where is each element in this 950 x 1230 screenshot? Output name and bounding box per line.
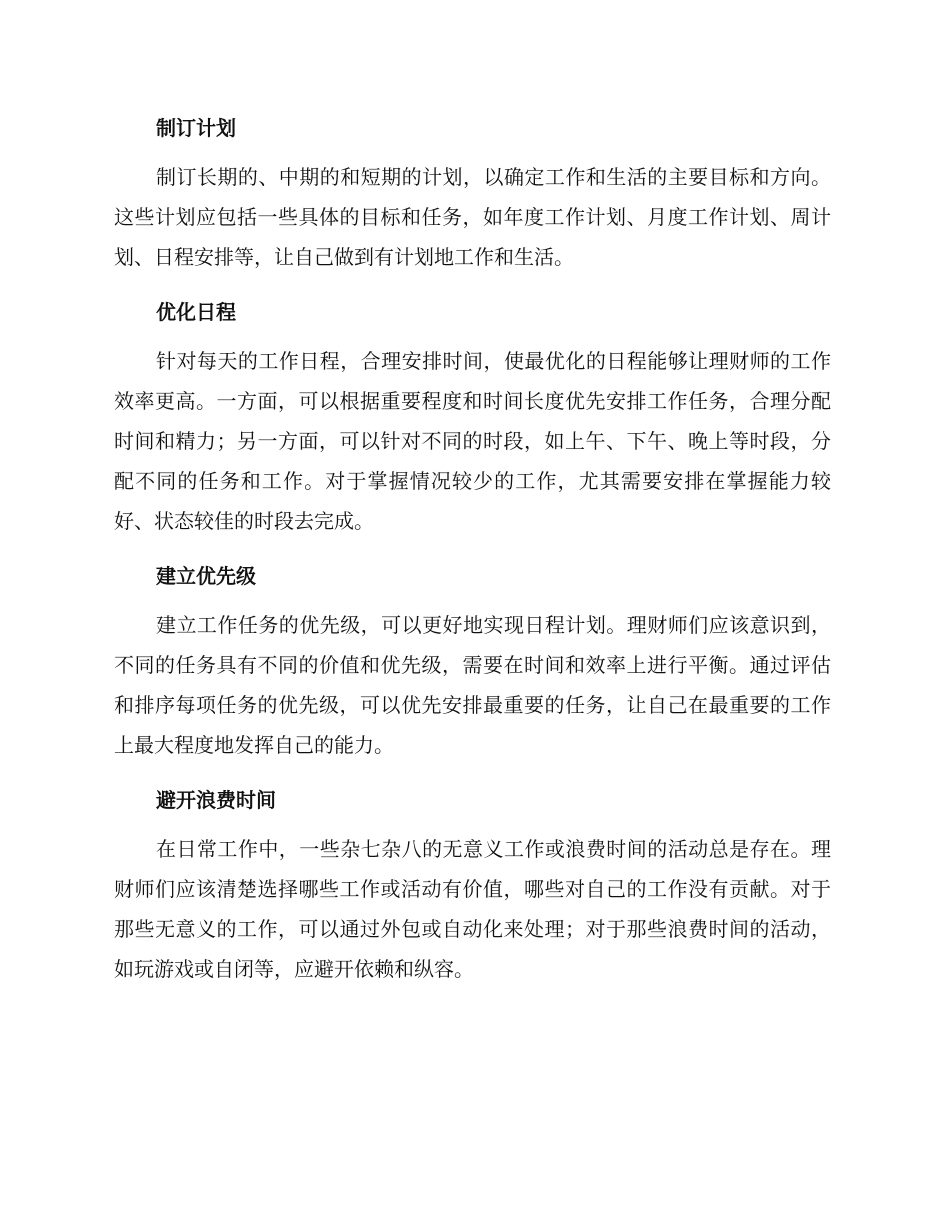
- section-set-priority: [114, 559, 831, 765]
- section-make-plan: [114, 111, 831, 277]
- section-heading: 优化日程: [156, 300, 236, 324]
- section-paragraph: 制订长期的、中期的和短期的计划，以确定工作和生活的主要目标和方向。这些计划应包括一些具体的目标和任务，如年度工作计划、月度工作计划、周计划、日程安排等，让自己做到有计划地工作和生活。: [114, 165, 831, 269]
- section-heading: 避开浪费时间: [156, 788, 276, 812]
- section-heading: 制订计划: [156, 116, 236, 140]
- section-paragraph: 在日常工作中，一些杂七杂八的无意义工作或浪费时间的活动总是存在。理财师们应该清楚选择哪些工作或活动有价值，哪些对自己的工作没有贡献。对于那些无意义的工作，可以通过外包或自动化来处理；对于那些浪费时间的活动，如玩游戏或自闭等，应避开依赖和纵容。: [114, 837, 831, 981]
- section-paragraph: 建立工作任务的优先级，可以更好地实现日程计划。理财师们应该意识到，不同的任务具有不同的价值和优先级，需要在时间和效率上进行平衡。通过评估和排序每项任务的优先级，可以优先安排最重要的任务，让自己在最重要的工作上最大程度地发挥自己的能力。: [114, 613, 831, 757]
- section-heading: 建立优先级: [156, 564, 256, 588]
- section-paragraph: 针对每天的工作日程，合理安排时间，使最优化的日程能够让理财师的工作效率更高。一方面，可以根据重要程度和时间长度优先安排工作任务，合理分配时间和精力；另一方面，可以针对不同的时段，如上午、下午、晚上等时段，分配不同的任务和工作。对于掌握情况较少的工作，尤其需要安排在掌握能力较好、状态较佳的时段去完成。: [114, 349, 831, 533]
- section-optimize-schedule: [114, 295, 831, 541]
- section-avoid-wasting-time: [114, 783, 831, 989]
